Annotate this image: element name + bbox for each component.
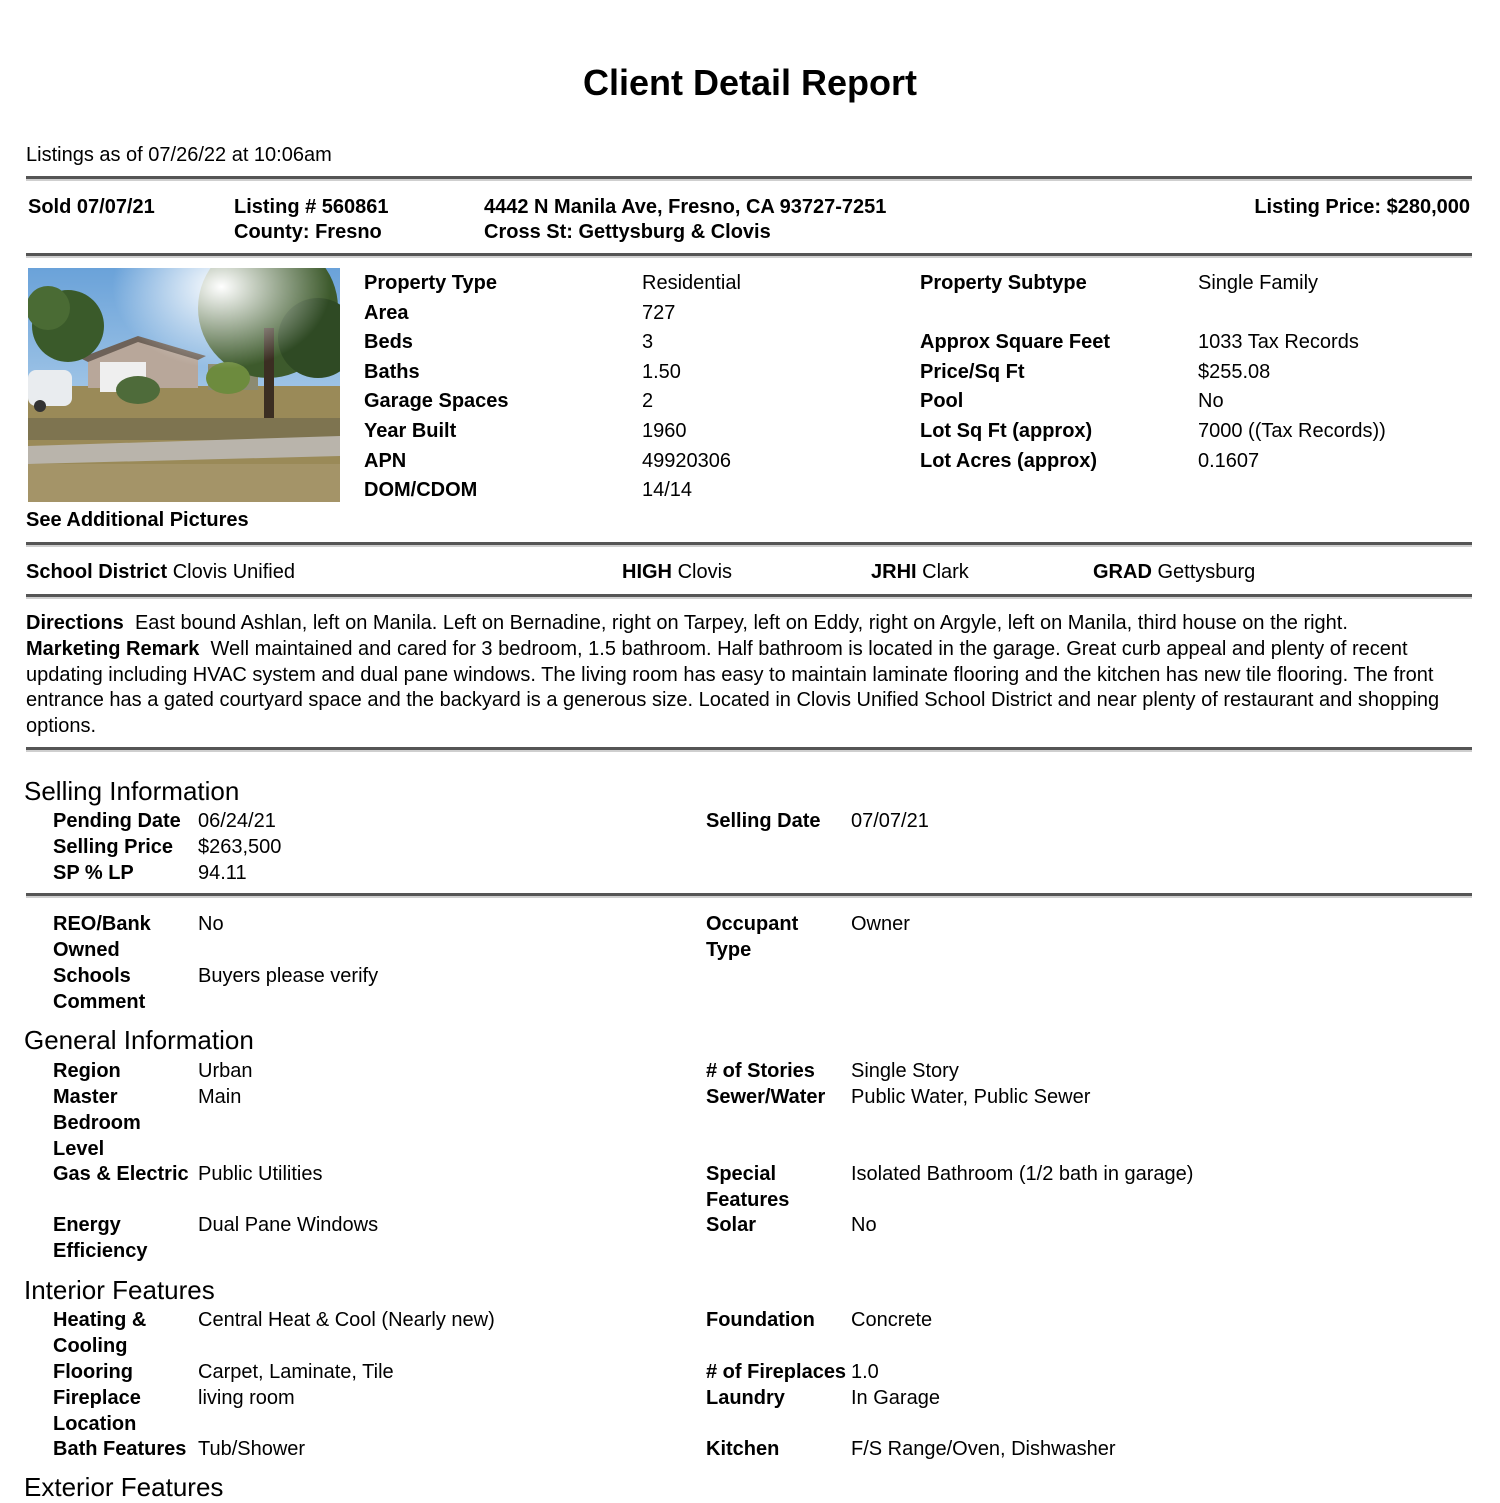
fact-label: Baths xyxy=(364,360,420,383)
divider xyxy=(26,542,1472,547)
fact-value: 2 xyxy=(642,390,654,413)
junior-high-value: Clark xyxy=(922,561,969,583)
kitchen-label: Kitchen xyxy=(706,1438,780,1460)
sp-lp-label: SP % LP xyxy=(53,862,134,884)
fact-value: 49920306 xyxy=(642,449,731,472)
grade-school-label: GRAD xyxy=(1093,561,1152,583)
special-features-label: Special Features xyxy=(706,1163,790,1211)
selling-date-value: 07/07/21 xyxy=(851,810,929,832)
solar-label: Solar xyxy=(706,1214,757,1236)
laundry-label: Laundry xyxy=(706,1387,785,1409)
master-bedroom-level-label: Master Bedroom Level xyxy=(53,1086,141,1160)
junior-high xyxy=(871,560,969,585)
exterior-features-heading: Exterior Features xyxy=(24,1472,224,1502)
address: 4442 N Manila Ave, Fresno, CA 93727-7251 xyxy=(484,196,887,218)
stories-value: Single Story xyxy=(851,1060,959,1082)
schools-comment-label: Schools Comment xyxy=(53,965,146,1013)
marketing-remark xyxy=(26,637,1476,739)
fact-label: Garage Spaces xyxy=(364,390,509,413)
school-district-label: School District xyxy=(26,561,168,583)
sold-status: Sold 07/07/21 xyxy=(28,196,155,218)
fact-value: 1.50 xyxy=(642,360,681,383)
foundation-label: Foundation xyxy=(706,1309,815,1331)
page-title: Client Detail Report xyxy=(582,62,918,103)
fact-label: Property Subtype xyxy=(920,272,1087,294)
schools-comment-value: Buyers please verify xyxy=(198,965,379,987)
divider xyxy=(26,747,1472,752)
fact-label: Lot Sq Ft (approx) xyxy=(920,420,1093,442)
property-photo[interactable] xyxy=(28,268,340,502)
occupant-type-value: Owner xyxy=(851,913,910,935)
fireplaces-count-value: 1.0 xyxy=(851,1361,879,1383)
region-value: Urban xyxy=(198,1060,253,1082)
bath-features-label: Bath Features xyxy=(53,1438,187,1460)
kitchen-value: F/S Range/Oven, Dishwasher xyxy=(851,1438,1116,1460)
flooring-value: Carpet, Laminate, Tile xyxy=(198,1361,394,1383)
high-school-label: HIGH xyxy=(622,561,672,583)
fireplace-location-label: Fireplace Location xyxy=(53,1387,141,1435)
foundation-value: Concrete xyxy=(851,1309,933,1331)
fact-value: 727 xyxy=(642,301,676,324)
sewer-water-label: Sewer/Water xyxy=(706,1086,826,1108)
fact-label: Pool xyxy=(920,390,964,413)
county: County: Fresno xyxy=(234,221,382,243)
see-additional-pictures-link[interactable]: See Additional Pictures xyxy=(26,509,249,531)
school-district xyxy=(26,560,295,585)
reo-bank-owned-label: REO/Bank Owned xyxy=(53,913,151,961)
directions-text: East bound Ashlan, left on Manila. Left on Bernadine, right on Tarpey, left on Eddy, right on Argyle, left on Manila, third house on the right. xyxy=(134,612,1348,634)
grade-school-value: Gettysburg xyxy=(1157,561,1256,583)
fact-label: DOM/CDOM xyxy=(364,479,478,502)
fact-value: Residential xyxy=(642,272,741,294)
selling-price-label: Selling Price xyxy=(53,836,174,858)
marketing-remark-text: Well maintained and cared for 3 bedroom, 1.5 bathroom. Half bathroom is located in the garage. Great curb appeal and plenty of recent updating including HVAC system and dual pane windows. The living room has easy to maintain laminate flooring and the kitchen has new tile flooring. The front entrance has a gated courtyard space and the backyard is a generous size. Located in Clovis Unified School District and near plenty of restaurant and shopping options. xyxy=(26,638,1440,737)
bath-features-value: Tub/Shower xyxy=(198,1438,306,1460)
selling-date-label: Selling Date xyxy=(706,810,821,832)
laundry-value: In Garage xyxy=(851,1387,940,1409)
junior-high-label: JRHI xyxy=(871,561,917,583)
listing-price: Listing Price: $280,000 xyxy=(1254,196,1470,218)
stories-label: # of Stories xyxy=(706,1060,815,1082)
selling-price-value: $263,500 xyxy=(198,836,282,858)
school-district-value: Clovis Unified xyxy=(172,561,295,583)
fact-label: Price/Sq Ft xyxy=(920,360,1025,383)
fact-value: 1960 xyxy=(642,420,687,442)
solar-value: No xyxy=(851,1214,877,1236)
special-features-value: Isolated Bathroom (1/2 bath in garage) xyxy=(851,1163,1194,1185)
fact-label: Property Type xyxy=(364,272,497,294)
sewer-water-value: Public Water, Public Sewer xyxy=(851,1086,1091,1108)
marketing-remark-label: Marketing Remark xyxy=(26,638,200,660)
divider xyxy=(26,594,1472,599)
fact-label: Area xyxy=(364,301,409,324)
fact-value: 14/14 xyxy=(642,479,693,502)
divider xyxy=(26,253,1472,258)
pending-date-value: 06/24/21 xyxy=(198,810,276,832)
directions xyxy=(26,611,1476,637)
sp-lp-value: 94.11 xyxy=(198,862,247,884)
high-school xyxy=(622,560,732,585)
fact-label: Beds xyxy=(364,331,413,354)
divider xyxy=(26,893,1472,898)
master-bedroom-level-value: Main xyxy=(198,1086,242,1108)
fact-label: Lot Acres (approx) xyxy=(920,449,1098,472)
heating-cooling-label: Heating & Cooling xyxy=(53,1309,147,1357)
selling-information-heading: Selling Information xyxy=(24,776,240,806)
general-information-heading: General Information xyxy=(24,1025,254,1055)
fireplaces-count-label: # of Fireplaces xyxy=(706,1361,847,1383)
interior-features-heading: Interior Features xyxy=(24,1275,215,1305)
fact-value: $255.08 xyxy=(1198,360,1271,383)
fact-value: 0.1607 xyxy=(1198,449,1260,472)
fireplace-location-value: living room xyxy=(198,1387,295,1409)
listings-as-of: Listings as of 07/26/22 at 10:06am xyxy=(26,144,332,166)
cross-street: Cross St: Gettysburg & Clovis xyxy=(484,221,771,243)
fact-label: Year Built xyxy=(364,420,457,442)
fact-label: Approx Square Feet xyxy=(920,331,1111,354)
fact-value: Single Family xyxy=(1198,272,1319,294)
fact-value: 7000 ((Tax Records)) xyxy=(1198,420,1386,442)
high-school-value: Clovis xyxy=(677,561,733,583)
region-label: Region xyxy=(53,1060,121,1082)
directions-label: Directions xyxy=(26,612,124,634)
fact-value: 3 xyxy=(642,331,654,354)
occupant-type-label: Occupant Type xyxy=(706,913,799,961)
gas-electric-value: Public Utilities xyxy=(198,1163,323,1185)
listing-number: Listing # 560861 xyxy=(234,196,389,218)
reo-bank-owned-value: No xyxy=(198,913,224,935)
flooring-label: Flooring xyxy=(53,1361,133,1383)
grade-school xyxy=(1093,560,1255,585)
fact-value: No xyxy=(1198,390,1224,413)
pending-date-label: Pending Date xyxy=(53,810,181,832)
divider xyxy=(26,176,1472,181)
heating-cooling-value: Central Heat & Cool (Nearly new) xyxy=(198,1309,495,1331)
gas-electric-label: Gas & Electric xyxy=(53,1163,189,1185)
energy-efficiency-value: Dual Pane Windows xyxy=(198,1214,379,1236)
fact-label: APN xyxy=(364,449,407,472)
energy-efficiency-label: Energy Efficiency xyxy=(53,1214,148,1262)
fact-value: 1033 Tax Records xyxy=(1198,331,1359,354)
